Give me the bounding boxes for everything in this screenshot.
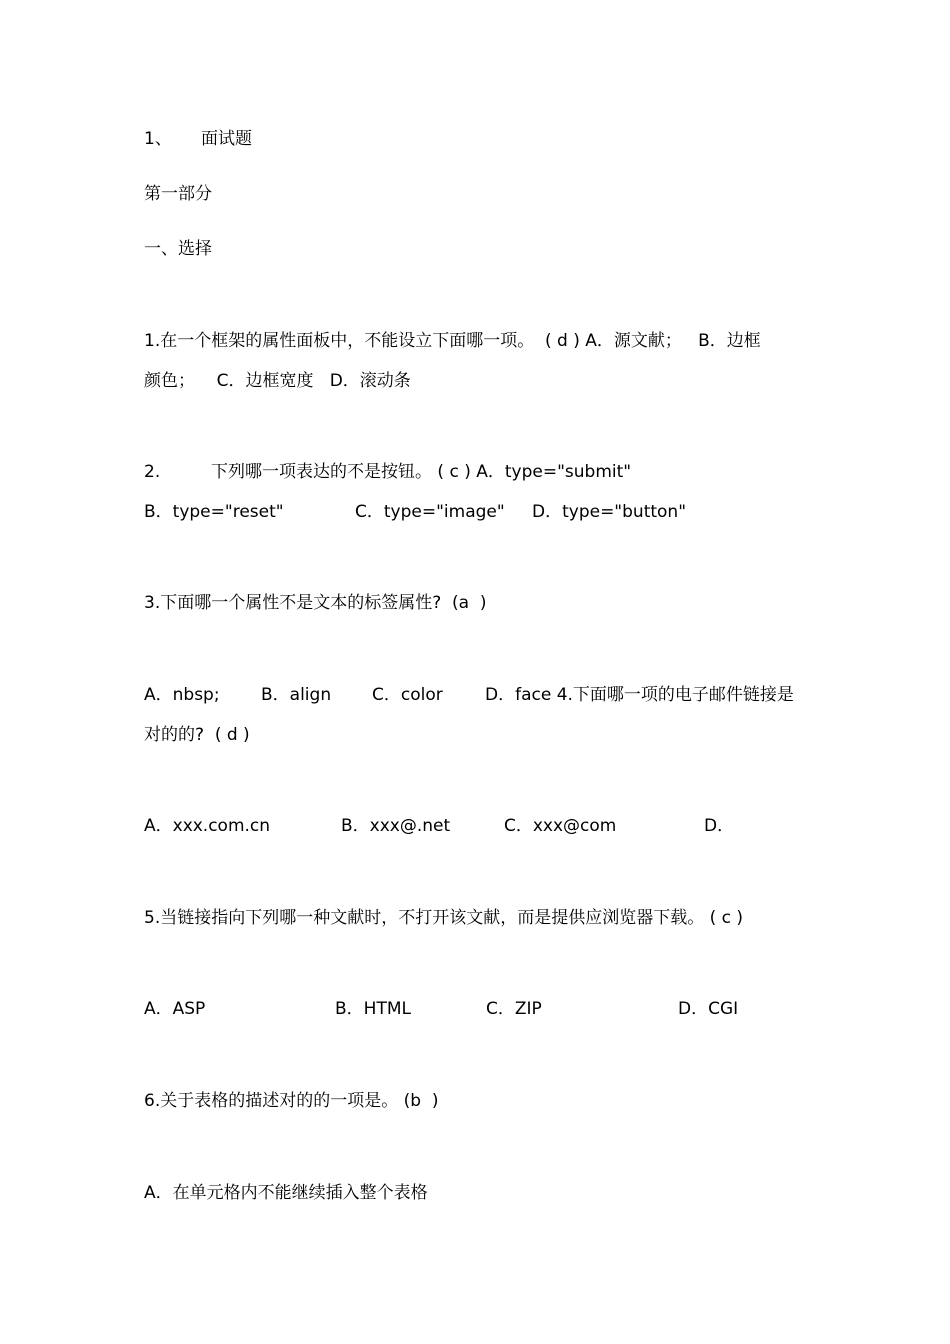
question-2-option-d: D．type="button" [532, 502, 687, 522]
question-2-option-c: C．type="image" [355, 502, 505, 522]
question-4-option-d: D． [704, 816, 735, 836]
heading-title: 面试题 [201, 129, 252, 149]
question-2-number: 2. [144, 462, 161, 482]
question-1-line-1: 1.在一个框架的属性面板中，不能设立下面哪一项。 ( d ) A．源文献； B．边框 [144, 331, 761, 351]
question-5-option-d: D．CGI [678, 999, 739, 1019]
section-heading: 一、选择 [144, 239, 212, 259]
question-2-option-b: B．type="reset" [144, 502, 284, 522]
question-5-stem: 5.当链接指向下列哪一种文献时，不打开该文献，而是提供应浏览器下载。 ( c ) [144, 908, 744, 928]
question-5-option-c: C．ZIP [486, 999, 542, 1019]
question-6-option-a: A．在单元格内不能继续插入整个表格 [144, 1183, 428, 1203]
question-4-option-a: A．xxx.com.cn [144, 816, 271, 836]
question-4-option-b: B．xxx@.net [341, 816, 451, 836]
question-3-option-a: A．nbsp; [144, 685, 220, 705]
part-heading: 第一部分 [144, 184, 212, 204]
question-3-option-b: B．align [261, 685, 332, 705]
question-1-line-2: 颜色； C．边框宽度 D．滚动条 [144, 371, 411, 391]
question-4-line-2: 对的的? ( d ) [144, 725, 250, 745]
question-2-stem: 下列哪一项表达的不是按钮。 ( c ) A．type="submit" [211, 462, 632, 482]
question-6-stem: 6.关于表格的描述对的的一项是。 (b ) [144, 1091, 439, 1111]
question-5-option-b: B．HTML [335, 999, 411, 1019]
question-5-option-a: A．ASP [144, 999, 206, 1019]
heading-number: 1、 [144, 129, 172, 149]
question-3-stem: 3.下面哪一个属性不是文本的标签属性? (a ) [144, 593, 487, 613]
question-3-option-d: D．face 4.下面哪一项的电子邮件链接是 [485, 685, 794, 705]
question-3-option-c: C．color [372, 685, 443, 705]
question-4-option-c: C．xxx@com [504, 816, 617, 836]
